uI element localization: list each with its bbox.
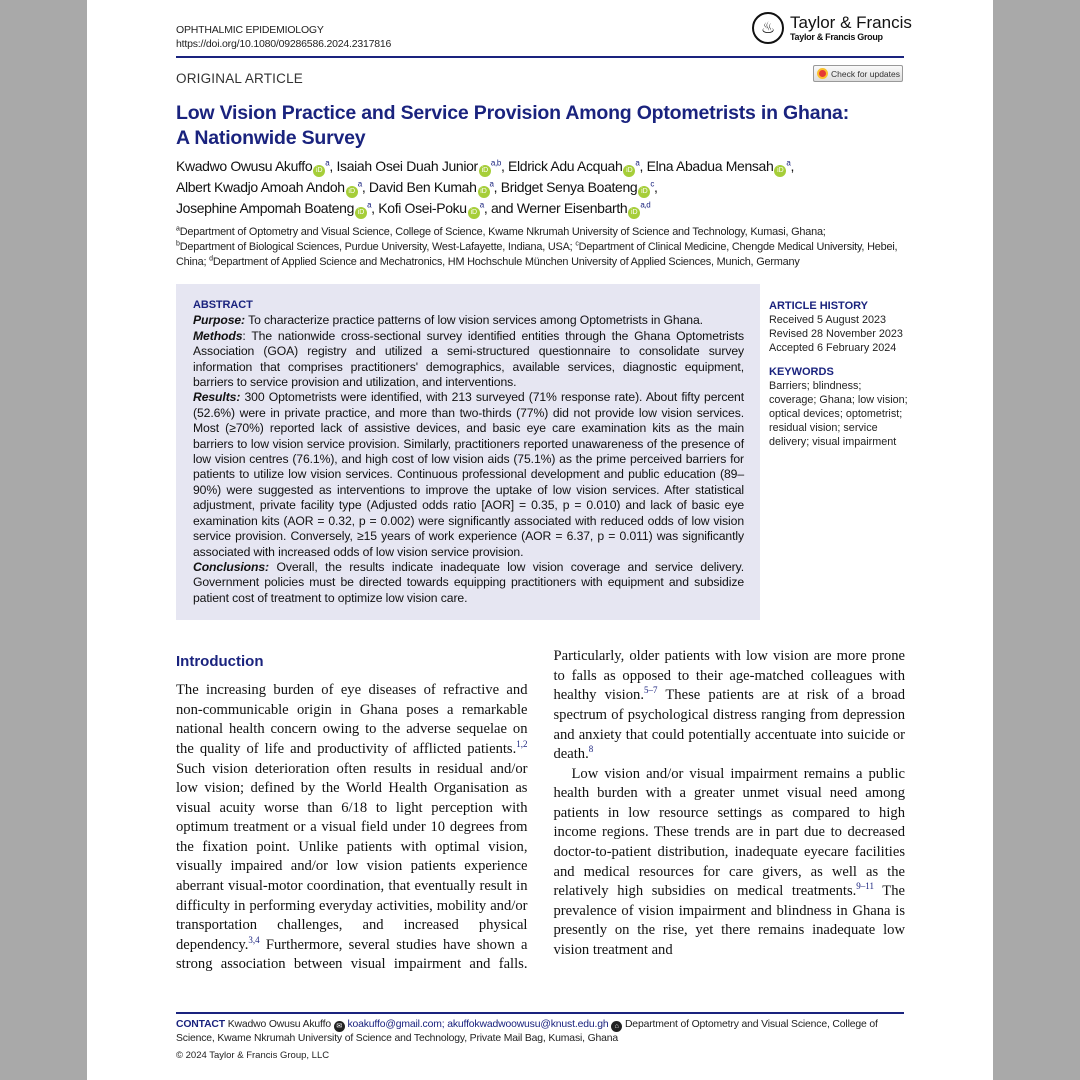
article-sidebar: [769, 284, 908, 449]
orcid-icon[interactable]: iD: [468, 207, 480, 219]
keywords-heading: KEYWORDS: [769, 366, 834, 378]
author-name: Kofi Osei-Poku: [378, 200, 467, 216]
citation-link[interactable]: 1,2: [516, 739, 528, 750]
author-separator: ,: [493, 179, 501, 195]
journal-header: [176, 23, 391, 51]
author-affiliation-mark: a: [325, 158, 330, 168]
contact-name: Kwadwo Owusu Akuffo: [224, 1019, 334, 1030]
email-icon: ✉: [334, 1021, 345, 1032]
author-list: [176, 156, 908, 219]
author-separator: ,: [371, 200, 379, 216]
author-affiliation-mark: a: [367, 200, 372, 210]
author-affiliation-mark: a: [479, 200, 484, 210]
contact-info: [176, 1018, 908, 1046]
conclusions-label: Conclusions:: [193, 559, 269, 574]
author-name: Eldrick Adu Acquah: [508, 158, 623, 174]
author-separator: ,: [329, 158, 337, 174]
author-separator: , and: [483, 200, 517, 216]
author-name: David Ben Kumah: [368, 179, 477, 195]
citation-link[interactable]: 5–7: [643, 685, 658, 696]
author-name: Bridget Senya Boateng: [500, 179, 638, 195]
affiliation: Department of Clinical Medicine, Chengde Medical University, Hebei, China;: [176, 241, 898, 268]
aff-key: b: [176, 240, 180, 248]
author-separator: ,: [654, 179, 658, 195]
results-label: Results:: [193, 390, 241, 405]
footer-rule: [176, 1012, 904, 1014]
abstract: [176, 284, 760, 620]
doi-link[interactable]: https://doi.org/10.1080/09286586.2024.2317816: [176, 38, 392, 50]
history-heading: ARTICLE HISTORY: [769, 300, 869, 312]
orcid-icon[interactable]: iD: [623, 165, 635, 177]
publisher-name: Taylor & Francis: [790, 13, 912, 32]
author-name: Isaiah Osei Duah Junior: [336, 158, 478, 174]
author-affiliation-mark: a: [635, 158, 640, 168]
affiliation: Department of Applied Science and Mechatronics, HM Hochschule München University of Applied Sciences, Munich, Germany: [212, 256, 800, 268]
orcid-icon[interactable]: iD: [346, 186, 358, 198]
journal-name: OPHTHALMIC EPIDEMIOLOGY: [176, 24, 324, 36]
author-name: Josephine Ampomah Boateng: [176, 200, 355, 216]
received-date: Received 5 August 2023: [769, 314, 887, 326]
title-line-1: Low Vision Practice and Service Provision Among Optometrists in Ghana:: [176, 102, 849, 124]
body-text: Low vision and/or visual impairment remains a public health burden with a greater unmet visual need among patients in low resource settings as compared to high income regions. These trends are in part due to decreased doctor-to-patient distribution, inadequate eyecare facilities and medical resources for care givers, as well as the relatively high subsidies on medical treatments.: [553, 765, 905, 900]
author-separator: ,: [500, 158, 509, 174]
author-name: Werner Eisenbarth: [516, 200, 628, 216]
citation-link[interactable]: 9–11: [856, 881, 874, 892]
revised-date: Revised 28 November 2023: [769, 328, 903, 340]
contact-address: Department of Optometry and Visual Science, College of Science, Kwame Nkrumah University of Science and Technology, Private Mail Bag, Kumasi, Ghana: [176, 1019, 878, 1044]
author-affiliation-mark: a,b: [490, 158, 501, 168]
orcid-icon[interactable]: iD: [478, 186, 490, 198]
abstract-heading: ABSTRACT: [193, 299, 253, 311]
body-text: The prevalence of vision impairment and blindness in Ghana is presently on the rise, yet there remains inadequate low vision treatment and: [553, 883, 905, 959]
check-updates-label: Check for updates: [831, 68, 900, 79]
author-name: Albert Kwadjo Amoah Andoh: [176, 179, 345, 195]
body-text: These patients are at risk of a broad spectrum of psychological distress ranging from depression and anxiety that could potentially accentuate into suicide or death.: [553, 687, 905, 763]
contact-email-links[interactable]: koakuffo@gmail.com; akuffokwadwoowusu@knust.edu.gh: [347, 1019, 609, 1030]
introduction-heading: Introduction: [176, 653, 264, 671]
author-name: Elna Abadua Mensah: [646, 158, 774, 174]
check-for-updates-button[interactable]: [813, 65, 903, 82]
publisher-group: Taylor & Francis Group: [790, 32, 883, 42]
lamp-logo-icon: ♨: [752, 12, 784, 44]
crossmark-icon: [817, 68, 828, 79]
methods-label: Methods: [193, 328, 243, 343]
author-separator: ,: [639, 158, 647, 174]
results-text: 300 Optometrists were identified, with 213 surveyed (71% response rate). About fifty percent (52.6%) were in private practice, and more than two-thirds (77%) did not provide low vision services. Most (≥70%) reported lack of assistive devices, and basic eye care examination kits as the main barriers to low vision service provision. Similarly, practitioners reported unawareness of the presence of low vision centres (76.1%), and high cost of low vision aids (75.1%) as the prime perceived barriers for patients to utilize low vision services. Continuous professional development and public education (89–90%) were suggested as interventions to improve the uptake of low vision services. After statistical adjustment, private facility type (Adjusted odds ratio [AOR] = 0.35, p = 0.010) and lack of basic eye examination kits (AOR = 0.32, p = 0.002) were significantly associated with reduced odds of low vision service provision. Conversely, ≥15 years of work experience (AOR = 6.37, p = 0.011) was significantly associated with increased odds of low vision service provision.: [193, 390, 744, 559]
author-affiliation-mark: a,d: [640, 200, 651, 210]
body-columns: [176, 647, 905, 983]
citation-link[interactable]: 3,4: [248, 934, 260, 945]
article-type: ORIGINAL ARTICLE: [176, 71, 303, 86]
keywords-list: Barriers; blindness; coverage; Ghana; low vision; optical devices; optometrist; residual vision; service delivery; visual impairment: [769, 380, 908, 448]
author-affiliation-mark: a: [489, 179, 494, 189]
body-text: Furthermore, several studies have shown a strong association between visual impairment and falls. Particularly, older patients with low vision are more prone to falls as opposed to their age-matched colleagues with healthy vision.: [176, 648, 905, 973]
article-title: [176, 101, 908, 151]
aff-key: a: [176, 225, 180, 233]
orcid-icon[interactable]: iD: [774, 165, 786, 177]
author-affiliation-mark: a: [786, 158, 791, 168]
orcid-icon[interactable]: iD: [355, 207, 367, 219]
body-text: The increasing burden of eye diseases of refractive and non-communicable origin in Ghana poses a remarkable national health concern owing to the adverse sequelae on the quality of life and productivity of afflicted patients.: [176, 682, 528, 757]
methods-text: : The nationwide cross-sectional survey identified entities through the Ghana Optometrists Association (GOA) registry and utilized a semi-structured questionnaire to consolidate survey information that comprises practitioners' demographics, available services, diagnostic equipment, barriers to service provision and utilization, and interventions.: [193, 328, 744, 390]
aff-key: d: [209, 255, 213, 263]
author-affiliation-mark: c: [650, 179, 655, 189]
affiliations: [176, 225, 908, 270]
article-main: [176, 101, 908, 983]
body-text: Such vision deterioration often results in residual and/or low vision; defined by the World Health Organisation as visual acuity worse than 6/18 to light perception with optimum treatment or a visual field under 10 degrees from the fixation point. Unlike patients with optimal vision, visually impaired and/or low vision patients experience aberrant visual-motor coordination, that eventually result in difficulty in performing everyday activities, mobility and/or transportation challenges, and increased physical dependency.: [176, 760, 528, 953]
abstract-row: [176, 284, 908, 620]
aff-key: c: [575, 240, 579, 248]
orcid-icon[interactable]: iD: [628, 207, 640, 219]
accepted-date: Accepted 6 February 2024: [769, 342, 897, 354]
author-affiliation-mark: a: [357, 179, 362, 189]
address-icon: ⌂: [611, 1021, 622, 1032]
citation-link[interactable]: 8: [588, 744, 594, 755]
copyright: © 2024 Taylor & Francis Group, LLC: [176, 1050, 330, 1061]
header-rule: [176, 56, 904, 58]
purpose-text: To characterize practice patterns of low vision services among Optometrists in Ghana.: [245, 313, 703, 328]
contact-label: CONTACT: [176, 1019, 225, 1030]
publisher-logo: [752, 12, 912, 44]
title-line-2: A Nationwide Survey: [176, 127, 366, 149]
affiliation: Department of Optometry and Visual Science, College of Science, Kwame Nkrumah University of Science and Technology, Kumasi, Ghana;: [179, 226, 826, 238]
affiliation: Department of Biological Sciences, Purdue University, West-Lafayette, Indiana, USA;: [179, 241, 576, 253]
author-name: Kwadwo Owusu Akuffo: [176, 158, 313, 174]
author-separator: ,: [361, 179, 369, 195]
orcid-icon[interactable]: iD: [638, 186, 650, 198]
body-paragraph: [554, 765, 906, 961]
purpose-label: Purpose:: [193, 313, 246, 328]
orcid-icon[interactable]: iD: [479, 165, 491, 177]
conclusions-text: Overall, the results indicate inadequate low vision coverage and service delivery. Government policies must be directed towards equipping practitioners with equipment and subsidize patient cost of treatment to optimize low vision care.: [193, 559, 744, 605]
author-separator: ,: [790, 158, 795, 174]
orcid-icon[interactable]: iD: [313, 165, 325, 177]
